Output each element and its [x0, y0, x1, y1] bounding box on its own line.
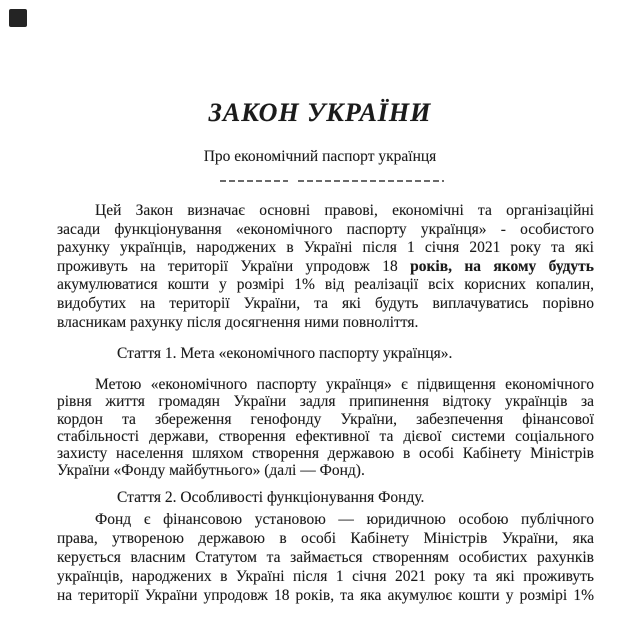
text-line: України «Фонду майбутнього» (далі — Фонд). — [57, 462, 365, 480]
article-1-paragraph — [57, 376, 594, 480]
text-line: українців, народжених в Україні після 1 січня 2021 року та які проживуть — [57, 568, 594, 585]
preamble-paragraph — [57, 202, 594, 332]
text-line: Метою «економічного паспорту українця» є підвищення економічного — [95, 376, 594, 393]
text-line: засади функціонування «економічного паспорту українця» - особистого — [57, 220, 594, 238]
text-line: стабільності держави, створення ефективної та дієвої системи соціального — [57, 427, 594, 445]
text-line: кордон та збереження генофонду України, забезпечення фінансової — [57, 410, 594, 428]
dashed-divider-segment — [298, 180, 444, 182]
text-line: Фонд є фінансовою установою — юридичною особою публічного — [95, 511, 594, 528]
article-2-heading: Стаття 2. Особливості функціонування Фонду. — [117, 489, 425, 506]
text-segment: проживуть на території України упродовж 18 — [57, 257, 411, 275]
text-line: Цей Закон визначає основні правові, економічні та організаційні — [95, 202, 594, 219]
text-line: права, утвореною державою в особі Кабінету Міністрів України, яка — [57, 530, 594, 547]
law-title: ЗАКОН УКРАЇНИ — [208, 98, 432, 127]
text-line: на території України упродовж 18 років, та яка акумулює кошти у розмірі 1% — [57, 587, 594, 604]
law-subtitle: Про економічний паспорт українця — [203, 148, 437, 165]
text-line: керується власним Статутом та займається створенням особистих рахунків — [57, 549, 594, 566]
bold-text-segment: років, на якому будуть — [410, 257, 594, 275]
text-line: видобутих на території України, та які будуть виплачуватись порівно — [57, 294, 594, 312]
scan-corner-mark — [9, 9, 27, 27]
text-line: власникам рахунку після досягнення ними повноліття. — [57, 313, 419, 331]
text-line — [57, 258, 594, 277]
text-line: рахунку українців, народжених в Україні після 1 січня 2021 року та які — [57, 239, 594, 257]
article-1-heading: Стаття 1. Мета «економічного паспорту українця». — [117, 345, 453, 362]
article-2-paragraph — [57, 510, 594, 605]
text-line: захисту населення шляхом створення державою в особі Кабінету Міністрів — [57, 445, 594, 463]
text-line: рівня життя громадян України задля припинення відтоку українців за — [57, 393, 594, 411]
text-line: акумулюватися кошти у розмірі 1% від реалізації всіх корисних копалин, — [57, 276, 594, 294]
dashed-divider — [220, 180, 446, 182]
dashed-divider-segment — [220, 180, 288, 182]
